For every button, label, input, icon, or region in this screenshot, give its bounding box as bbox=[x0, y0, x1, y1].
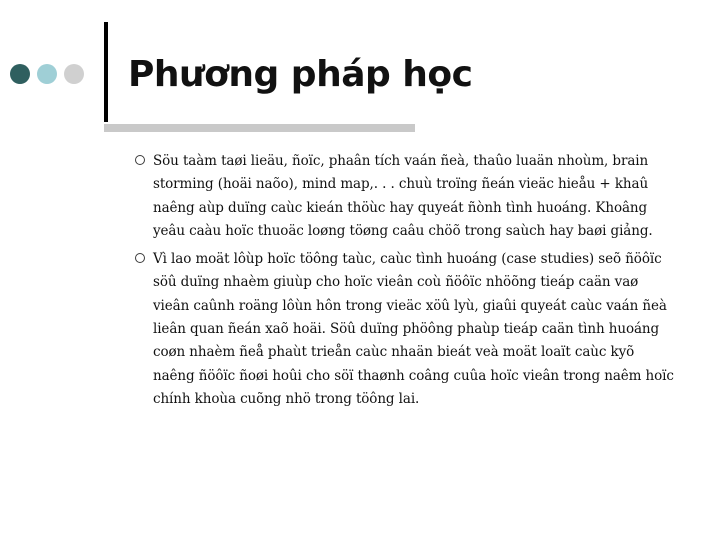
bullet-item bbox=[135, 248, 675, 411]
title-underline-bar bbox=[104, 124, 415, 132]
decor-dot-dark bbox=[10, 64, 30, 84]
title-divider-vertical bbox=[104, 22, 108, 122]
bullet-text: Vì lao moät lôùp hoïc töông taùc, caùc tình huoáng (case studies) seõ ñöôïc söû duïng nhaèm giuùp cho hoïc vieân coù ñöôïc nhöõng tieáp caän vaø vieân caûnh roäng lôùn hôn trong vieäc xöû lyù, giaûi quyeát caùc vaán ñeà lieân quan ñeán xaõ hoäi. Söû duïng phöông phaùp tieáp caän tình huoáng coøn nhaèm ñeå phaùt trieån caùc nhaän bieát veà moät loaït caùc kyõ naêng ñöôïc ñoøi hoûi cho söï thaønh coâng cuûa hoïc vieân trong naêm hoïc chính khoùa cuõng nhö trong töông lai. bbox=[153, 251, 674, 407]
hollow-circle-bullet-icon bbox=[135, 253, 145, 263]
decor-dot-teal bbox=[37, 64, 57, 84]
slide-title: Phương pháp học bbox=[128, 54, 473, 95]
bullet-item bbox=[135, 150, 675, 243]
bullet-text: Söu taàm taøi lieäu, ñoïc, phaân tích vaán ñeà, thaûo luaän nhoùm, brain storming (hoäi naõo), mind map,. . . chuù troïng ñeán vieäc hieåu + khaû naêng aùp duïng caùc kieán thöùc hay quyeát ñònh tình huoáng. Khoâng yeâu caàu hoïc thuoäc loøng töøng caâu chöõ trong saùch hay baøi giảng. bbox=[153, 153, 653, 239]
decor-dot-gray bbox=[64, 64, 84, 84]
hollow-circle-bullet-icon bbox=[135, 155, 145, 165]
decor-dots bbox=[10, 64, 84, 84]
bullet-list bbox=[135, 150, 675, 416]
